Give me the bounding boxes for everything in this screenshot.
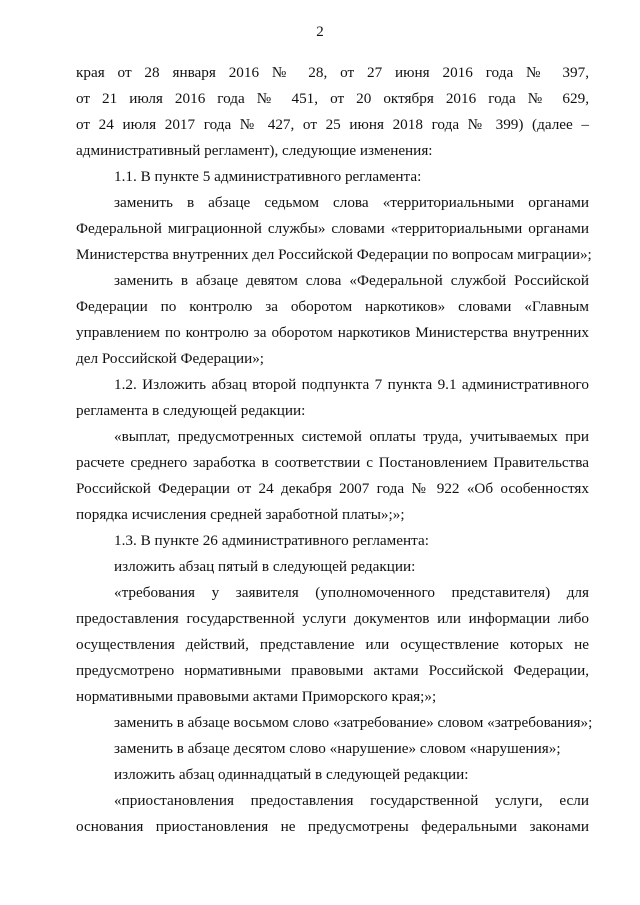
text-line: Российской Федерации от 24 декабря 2007 года № 922 «Об особенностях [76, 480, 589, 497]
text-line: предусмотрено нормативными правовыми актами Российской Федерации, [76, 662, 589, 679]
text-line: управлением по контролю за оборотом наркотиков Министерства внутренних [76, 324, 589, 341]
text-line: регламента в следующей редакции: [76, 402, 306, 419]
text-line: расчете среднего заработка в соответствии с Постановлением Правительства [76, 454, 589, 471]
paragraph-heading: 1.1. В пункте 5 административного регламента: [114, 168, 422, 185]
text-line: от 21 июля 2016 года № 451, от 20 октября 2016 года № 629, [76, 90, 589, 107]
text-line: «требования у заявителя (уполномоченного представителя) для [114, 584, 589, 601]
text-line: основания приостановления не предусмотрены федеральными законами [76, 818, 589, 835]
paragraph-heading: 1.3. В пункте 26 административного регламента: [114, 532, 429, 549]
text-line: заменить в абзаце девятом слова «Федеральной службой Российской [114, 272, 589, 289]
text-line: «выплат, предусмотренных системой оплаты труда, учитываемых при [114, 428, 589, 445]
text-line: нормативными правовыми актами Приморского края;»; [76, 688, 437, 705]
text-line: края от 28 января 2016 № 28, от 27 июня 2016 года № 397, [76, 64, 589, 81]
text-line: заменить в абзаце седьмом слова «территориальными органами [114, 194, 589, 211]
text-line: изложить абзац одиннадцатый в следующей редакции: [114, 766, 469, 783]
text-line: изложить абзац пятый в следующей редакции: [114, 558, 416, 575]
text-line: Федеральной миграционной службы» словами «территориальными органами [76, 220, 589, 237]
text-line: заменить в абзаце восьмом слово «затребование» словом «затребования»; [114, 714, 593, 731]
text-line: Федерации по контролю за оборотом наркотиков» словами «Главным [76, 298, 589, 315]
text-line: Министерства внутренних дел Российской Федерации по вопросам миграции»; [76, 246, 592, 263]
text-line: порядка исчисления средней заработной платы»;»; [76, 506, 405, 523]
paragraph-heading: 1.2. Изложить абзац второй подпункта 7 пункта 9.1 административного [114, 376, 589, 393]
text-line: дел Российской Федерации»; [76, 350, 265, 367]
text-line: от 24 июля 2017 года № 427, от 25 июня 2018 года № 399) (далее – [76, 116, 589, 133]
text-line: административный регламент), следующие изменения: [76, 142, 433, 159]
text-line: предоставления государственной услуги документов или информации либо [76, 610, 589, 627]
text-line: «приостановления предоставления государственной услуги, если [114, 792, 589, 809]
text-line: осуществления действий, представление или осуществление которых не [76, 636, 589, 653]
text-line: заменить в абзаце десятом слово «нарушение» словом «нарушения»; [114, 740, 561, 757]
page-number: 2 [316, 24, 324, 40]
